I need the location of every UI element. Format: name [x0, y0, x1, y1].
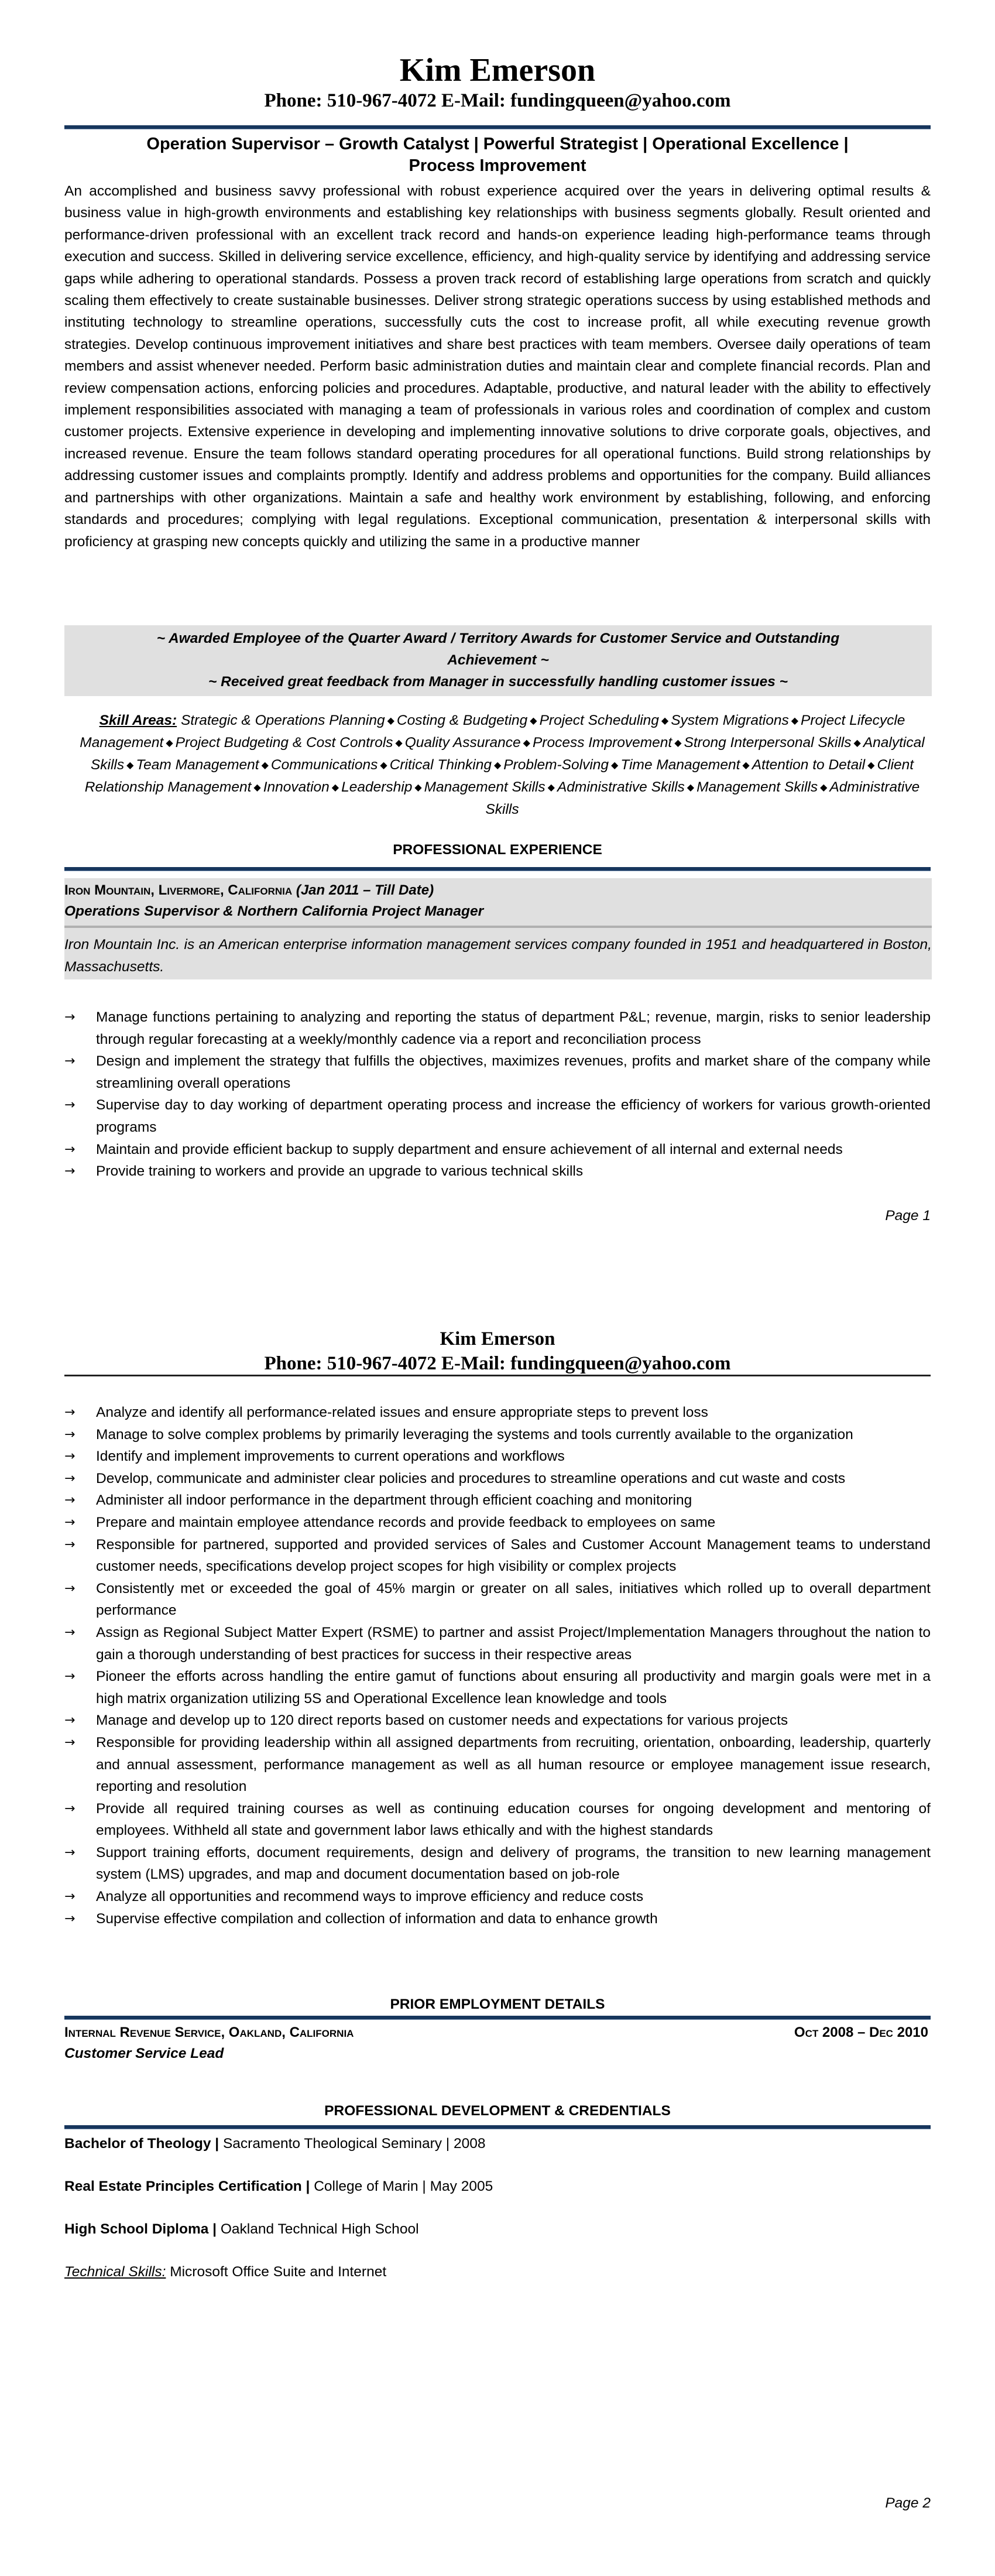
- skill-item: Problem-Solving: [503, 757, 609, 773]
- skill-item: Project Budgeting & Cost Controls: [175, 735, 393, 751]
- resume-page-2: [0, 1288, 995, 2576]
- credential-title: High School Diploma |: [64, 2221, 217, 2237]
- arrow-right-icon: →: [64, 1735, 76, 1750]
- bullet-item: [64, 1622, 931, 1666]
- diamond-separator-icon: ◆: [853, 738, 861, 748]
- arrow-right-icon: →: [64, 1493, 76, 1508]
- skill-item: Quality Assurance: [404, 735, 521, 751]
- arrow-right-icon: →: [64, 1515, 76, 1530]
- credentials-divider: [64, 2125, 931, 2129]
- bullet-text: Administer all indoor performance in the department through efficient coaching and monitoring: [96, 1492, 692, 1509]
- bullet-text: Analyze and identify all performance-related issues and ensure appropriate steps to prevent loss: [96, 1405, 708, 1420]
- diamond-separator-icon: ◆: [523, 738, 530, 748]
- bullet-item: [64, 1798, 931, 1842]
- section-title-prior-employment: PRIOR EMPLOYMENT DETAILS: [390, 1996, 605, 2012]
- diamond-separator-icon: ◆: [166, 738, 173, 748]
- bullet-item: [64, 1732, 931, 1798]
- skill-areas-list: [80, 712, 924, 817]
- bullet-item: [64, 1006, 931, 1050]
- credential-title: Bachelor of Theology |: [64, 2136, 219, 2152]
- bullet-text: Responsible for providing leadership within all assigned departments from recruiting, orientation, onboarding, leadership, quarterly and annual assessment, performance management as well as all human resource or employee management issue research, reporting and resolution: [96, 1734, 931, 1795]
- candidate-name: Kim Emerson: [399, 52, 596, 88]
- diamond-separator-icon: ◆: [387, 716, 394, 726]
- diamond-separator-icon: ◆: [611, 761, 619, 770]
- prior-role: Customer Service Lead: [64, 2046, 224, 2061]
- arrow-right-icon: →: [64, 1713, 76, 1728]
- bullet-item: [64, 1424, 931, 1446]
- diamond-separator-icon: ◆: [261, 761, 269, 770]
- bullet-text: Manage and develop up to 120 direct reports based on customer needs and expectations for various projects: [96, 1712, 788, 1729]
- skill-item: System Migrations: [671, 712, 789, 728]
- prior-company-row: [64, 2022, 931, 2043]
- skill-areas: [64, 710, 940, 820]
- skill-item: Communications: [270, 757, 378, 773]
- diamond-separator-icon: ◆: [414, 783, 422, 793]
- bullet-text: Prepare and maintain employee attendance records and provide feedback to employees on same: [96, 1514, 716, 1530]
- credentials-list: [64, 2133, 931, 2283]
- bullet-item: [64, 1886, 931, 1908]
- diamond-separator-icon: ◆: [661, 716, 669, 726]
- arrow-right-icon: →: [64, 1581, 76, 1596]
- contact-line: Phone: 510-967-4072 E-Mail: fundingqueen@yahoo.com: [264, 90, 731, 111]
- bullet-text: Pioneer the efforts across handling the entire gamut of functions about ensuring all productivity and margin goals were met in a high matrix organization utilizing 5S and Operational Excellence lean knowledge and tools: [96, 1669, 931, 1707]
- skill-item: Innovation: [263, 779, 330, 795]
- diamond-separator-icon: ◆: [253, 783, 261, 793]
- skill-item: Administrative Skills: [485, 779, 920, 817]
- credential-detail: Oakland Technical High School: [217, 2221, 419, 2237]
- page-number: Page 1: [885, 1208, 931, 1224]
- job-company-line: [64, 880, 932, 901]
- arrow-right-icon: →: [64, 1801, 76, 1816]
- credential-detail: Sacramento Theological Seminary | 2008: [219, 2136, 486, 2152]
- bullet-item: [64, 1710, 931, 1732]
- diamond-separator-icon: ◆: [867, 761, 875, 770]
- skill-item: Costing & Budgeting: [396, 712, 528, 728]
- credential-title: Real Estate Principles Certification |: [64, 2178, 310, 2194]
- bullet-item: [64, 1489, 931, 1512]
- arrow-right-icon: →: [64, 1889, 76, 1904]
- skill-item: Strong Interpersonal Skills: [684, 735, 852, 751]
- bullet-text: Maintain and provide efficient backup to supply department and ensure achievement of all internal and external needs: [96, 1141, 843, 1157]
- bullet-text: Consistently met or exceeded the goal of 45% margin or greater on all sales, initiatives which rolled up to overall department performance: [96, 1580, 931, 1619]
- bullet-item: [64, 1512, 931, 1534]
- bullet-text: Supervise effective compilation and collection of information and data to enhance growth: [96, 1910, 658, 1927]
- skill-item: Management Skills: [424, 779, 545, 795]
- credential-item: [64, 2219, 931, 2240]
- bullet-text: Manage functions pertaining to analyzing and reporting the status of department P&L; revenue, margin, risks to senior leadership through regular forecasting at a weekly/monthly cadence via a report and reconciliation process: [96, 1009, 931, 1047]
- header-divider: [64, 125, 931, 129]
- bullet-text: Provide all required training courses as well as continuing education courses for ongoing development and mentoring of employees. Withheld all state and government labor laws ethically and with the highest standards: [96, 1800, 931, 1839]
- technical-skills: [64, 2262, 931, 2283]
- skill-item: Project Scheduling: [539, 712, 659, 728]
- diamond-separator-icon: ◆: [791, 716, 799, 726]
- prior-dates: Oct 2008 – Dec 2010: [794, 2025, 928, 2040]
- candidate-name-small: Kim Emerson: [440, 1328, 555, 1349]
- diamond-separator-icon: ◆: [380, 761, 387, 770]
- arrow-right-icon: →: [64, 1845, 76, 1860]
- bullet-text: Develop, communicate and administer clear policies and procedures to streamline operations and cut waste and costs: [96, 1470, 846, 1486]
- job-responsibilities-page-1: [64, 1006, 931, 1183]
- headline: [64, 133, 931, 177]
- bullet-item: [64, 1842, 931, 1886]
- skill-item: Management Skills: [696, 779, 818, 795]
- section-title-credentials: PROFESSIONAL DEVELOPMENT & CREDENTIALS: [324, 2103, 671, 2119]
- award-line-1: ~ Awarded Employee of the Quarter Award / Territory Awards for Customer Service and Outstanding Achievement ~: [156, 631, 840, 668]
- skill-item: Client Relationship Management: [84, 757, 914, 795]
- skill-item: Critical Thinking: [389, 757, 492, 773]
- diamond-separator-icon: ◆: [331, 783, 339, 793]
- bullet-item: [64, 1666, 931, 1710]
- diamond-separator-icon: ◆: [820, 783, 828, 793]
- experience-divider: [64, 867, 931, 871]
- skill-item: Project Lifecycle Management: [80, 712, 905, 751]
- bullet-text: Assign as Regional Subject Matter Expert (RSME) to partner and assist Project/Implementation Managers throughout the nation to gain a thorough understanding of best practices for success in their respective areas: [96, 1624, 931, 1663]
- skill-item: Leadership: [341, 779, 413, 795]
- skill-item: Process Improvement: [532, 735, 673, 751]
- bullet-list: [64, 1402, 931, 1930]
- arrow-right-icon: →: [64, 1142, 76, 1157]
- diamond-separator-icon: ◆: [530, 716, 537, 726]
- bullet-text: Supervise day to day working of department operating process and increase the efficiency of workers for various growth-oriented programs: [96, 1097, 931, 1135]
- diamond-separator-icon: ◆: [126, 761, 134, 770]
- bullet-item: [64, 1578, 931, 1622]
- prior-company: Internal Revenue Service, Oakland, California: [64, 2025, 354, 2040]
- arrow-right-icon: →: [64, 1471, 76, 1486]
- resume-header-page-2: [64, 1327, 931, 1376]
- skill-areas-label: Skill Areas:: [99, 712, 177, 728]
- arrow-right-icon: →: [64, 1164, 76, 1179]
- job-header-box: [64, 878, 932, 979]
- bullet-text: Responsible for partnered, supported and provided services of Sales and Customer Account Management teams to understand customer needs, specifications develop project scopes for high visibility or complex projects: [96, 1536, 931, 1575]
- arrow-right-icon: →: [64, 1405, 76, 1420]
- skill-item: Strategic & Operations Planning: [180, 712, 385, 728]
- skill-item: Attention to Detail: [752, 757, 866, 773]
- diamond-separator-icon: ◆: [742, 761, 750, 770]
- bullet-text: Manage to solve complex problems by primarily leveraging the systems and tools currently available to the organization: [96, 1426, 853, 1443]
- contact-line-small: Phone: 510-967-4072 E-Mail: fundingqueen@yahoo.com: [264, 1353, 731, 1374]
- bullet-text: Design and implement the strategy that fulfills the objectives, maximizes revenues, profits and market share of the company while streamlining overall operations: [96, 1053, 931, 1091]
- award-line-2: ~ Received great feedback from Manager in successfully handling customer issues ~: [208, 674, 788, 690]
- bullet-text: Support training efforts, document requirements, design and delivery of programs, the transition to new learning management system (LMS) upgrades, and map and document documentation based on job-role: [96, 1844, 931, 1883]
- skill-item: Time Management: [620, 757, 740, 773]
- job-inner-divider: [64, 926, 932, 928]
- section-title-experience: PROFESSIONAL EXPERIENCE: [393, 842, 602, 858]
- job-dates: (Jan 2011 – Till Date): [296, 882, 434, 898]
- credential-item: [64, 2133, 931, 2154]
- bullet-list: [64, 1006, 931, 1183]
- diamond-separator-icon: ◆: [547, 783, 555, 793]
- technical-skills-value: Microsoft Office Suite and Internet: [166, 2264, 387, 2280]
- credential-item: [64, 2176, 931, 2197]
- header-divider-thin: [64, 1375, 931, 1376]
- page-number: Page 2: [885, 2495, 931, 2511]
- diamond-separator-icon: ◆: [687, 783, 695, 793]
- skill-item: Analytical Skills: [90, 735, 925, 773]
- bullet-item: [64, 1160, 931, 1183]
- job-role: Operations Supervisor & Northern California Project Manager: [64, 903, 484, 919]
- arrow-right-icon: →: [64, 1054, 76, 1069]
- skill-item: Team Management: [136, 757, 259, 773]
- diamond-separator-icon: ◆: [395, 738, 403, 748]
- professional-summary: An accomplished and business savvy professional with robust experience acquired over the years in delivering optimal results & business value in high-growth environments and establishing key relationships with business segments globally. Result oriented and performance-driven professional with an excellent track record and hands-on experience leading high-performance teams through execution and success. Skilled in delivering service excellence, efficiency, and high-quality service by identifying and addressing service gaps while adhering to operational standards. Possess a proven track record of establishing large operations from scratch and quickly scaling them effectively to create sustainable businesses. Deliver strong strategic operations success by using established methods and instituting technology to streamline operations, successfully cuts the cost to increase profit, all while executing revenue growth strategies. Develop continuous improvement initiatives and share best practices with team members. Oversee daily operations of team members and assist whenever needed. Perform basic administration duties and maintain clear and complete financial records. Plan and review compensation actions, enforcing policies and procedures. Adaptable, productive, and natural leader with the ability to effectively implement responsibilities associated with managing a team of professionals in various roles and coordination of complex and custom customer projects. Extensive experience in developing and implementing innovative solutions to drive corporate goals, objectives, and increased revenue. Ensure the team follows standard operating procedures for all operational functions. Build strong relationships by addressing customer issues and complaints promptly. Identify and address problems and opportunities for the company. Build alliances and partnerships with other organizations. Maintain a safe and healthy work environment by establishing, following, and enforcing standards and procedures; complying with legal regulations. Exceptional communication, presentation & interpersonal skills with proficiency at grasping new concepts quickly and utilizing the same in a productive manner: [64, 183, 931, 550]
- bullet-item: [64, 1050, 931, 1094]
- arrow-right-icon: →: [64, 1669, 76, 1684]
- skill-item: Administrative Skills: [557, 779, 685, 795]
- headline-line-2: Process Improvement: [409, 156, 586, 175]
- bullet-item: [64, 1094, 931, 1138]
- bullet-text: Analyze all opportunities and recommend ways to improve efficiency and reduce costs: [96, 1889, 644, 1905]
- headline-line-1: Operation Supervisor – Growth Catalyst | Powerful Strategist | Operational Excellence |: [146, 135, 849, 153]
- job-company: Iron Mountain, Livermore, California: [64, 882, 293, 898]
- credential-detail: College of Marin | May 2005: [310, 2178, 493, 2194]
- bullet-item: [64, 1534, 931, 1578]
- arrow-right-icon: →: [64, 1010, 76, 1025]
- resume-header: [64, 52, 931, 112]
- arrow-right-icon: →: [64, 1098, 76, 1113]
- awards-box: [64, 625, 932, 696]
- bullet-item: [64, 1402, 931, 1424]
- arrow-right-icon: →: [64, 1449, 76, 1464]
- arrow-right-icon: →: [64, 1911, 76, 1926]
- bullet-item: [64, 1445, 931, 1468]
- diamond-separator-icon: ◆: [493, 761, 502, 770]
- arrow-right-icon: →: [64, 1427, 76, 1442]
- bullet-text: Provide training to workers and provide an upgrade to various technical skills: [96, 1163, 584, 1180]
- diamond-separator-icon: ◆: [674, 738, 682, 748]
- job-responsibilities-page-2: [64, 1402, 931, 1930]
- bullet-item: [64, 1908, 931, 1930]
- bullet-item: [64, 1468, 931, 1490]
- prior-divider: [64, 2016, 931, 2020]
- prior-employment: [64, 2022, 931, 2064]
- bullet-item: [64, 1139, 931, 1161]
- company-description: Iron Mountain Inc. is an American enterprise information management services company founded in 1951 and headquartered in Boston, Massachusetts.: [64, 937, 932, 975]
- arrow-right-icon: →: [64, 1537, 76, 1552]
- bullet-text: Identify and implement improvements to current operations and workflows: [96, 1448, 565, 1465]
- technical-skills-label: Technical Skills:: [64, 2264, 166, 2280]
- arrow-right-icon: →: [64, 1625, 76, 1640]
